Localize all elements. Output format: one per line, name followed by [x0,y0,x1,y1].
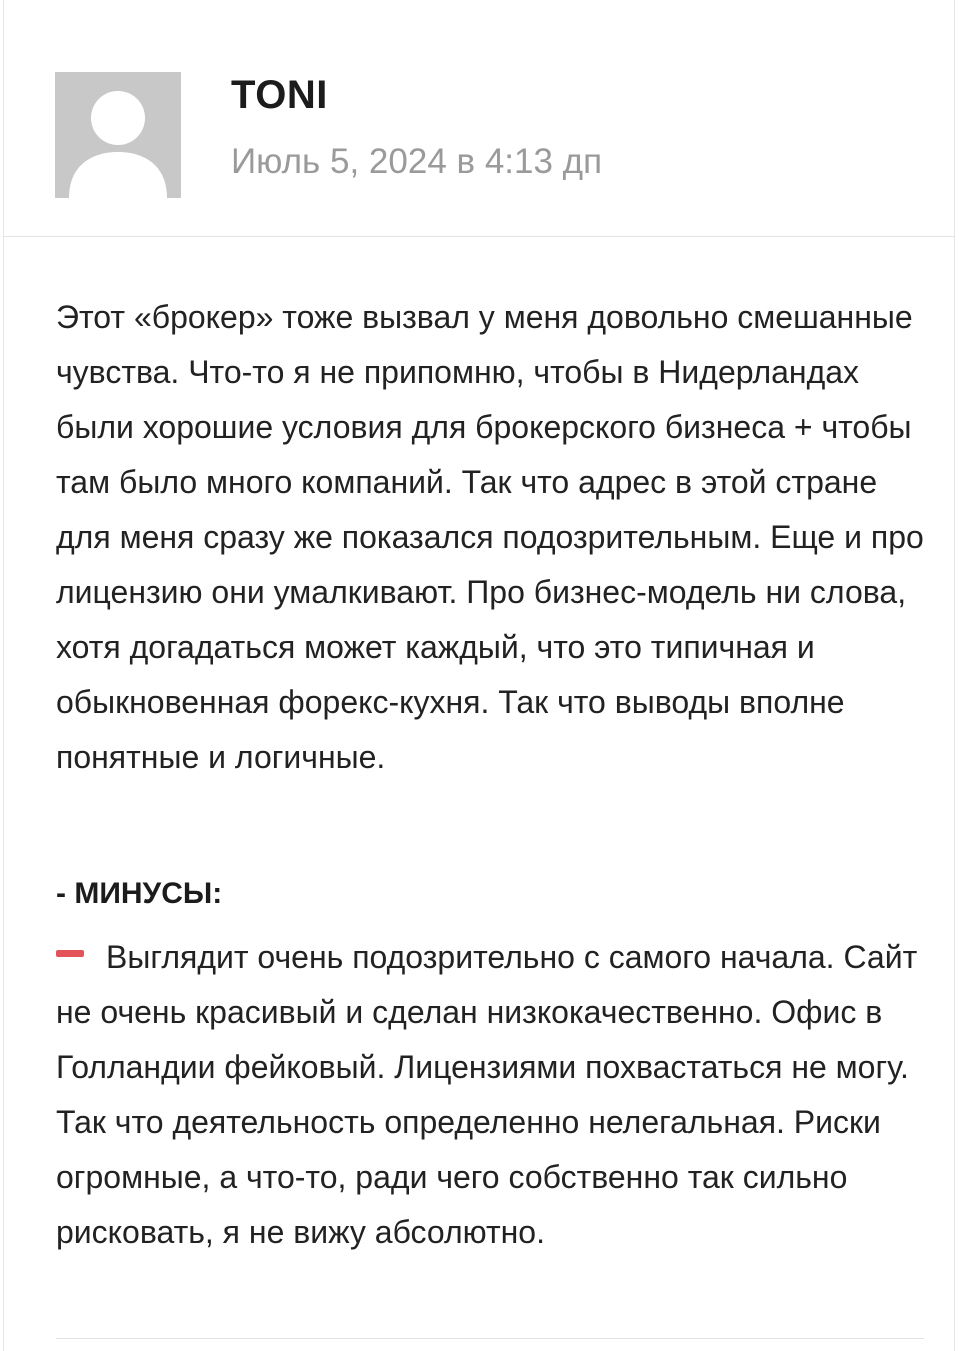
minus-paragraph [56,930,936,1260]
default-user-avatar-icon [55,72,181,198]
comment-body: Этот «брокер» тоже вызвал у меня довольно смешанные чувства. Что-то я не припомню, чтобы в Нидерландах были хорошие условия для брокерского бизнеса + чтобы там было много компаний. Так что адрес в этой стране для меня сразу же показался подозрительным. Еще и про лицензию они умалкивают. Про бизнес-модель ни слова, хотя догадаться может каждый, что это типичная и обыкновенная форекс-кухня. Так что выводы вполне понятные и логичные. [56,299,924,775]
minus-heading: - МИНУСЫ: [56,877,223,910]
comment-card [3,0,955,1351]
comment-date[interactable]: Июль 5, 2024 в 4:13 дп [231,142,603,181]
minus-text: Выглядит очень подозрительно с самого начала. Сайт не очень красивый и сделан низкокачественно. Офис в Голландии фейковый. Лицензиями похвастаться не могу. Так что деятельность определенно нелегальная. Риски огромные, а что-то, ради чего собственно так сильно рисковать, я не вижу абсолютно. [56,939,918,1250]
minus-icon [56,950,84,957]
comment-author[interactable]: TONI [231,73,328,117]
bottom-divider [56,1338,924,1339]
comment-header [4,0,954,237]
